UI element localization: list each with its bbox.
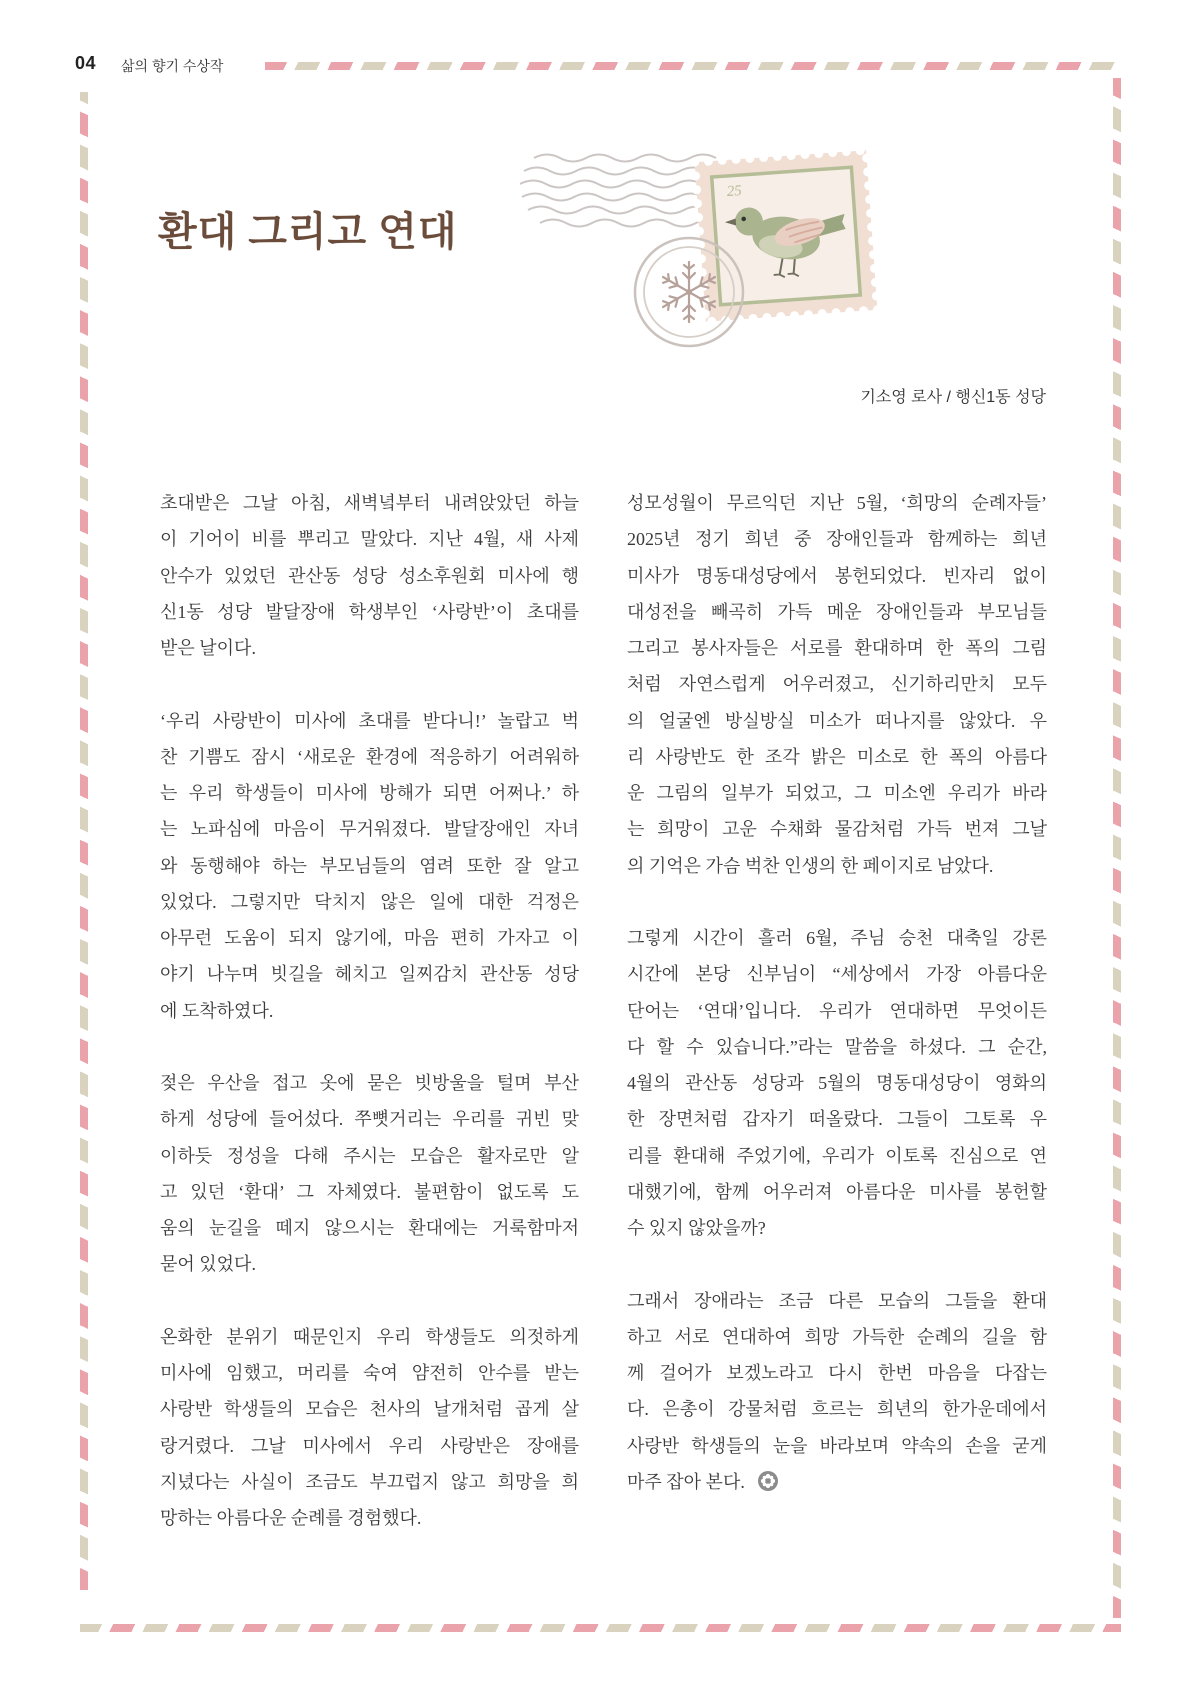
text-line: 는 희망이 고운 수채화 물감처럼 가득 번져 그날 bbox=[627, 819, 1047, 840]
text-line: 찬 기쁨도 잠시 ‘새로운 환경에 적응하기 어려워하 bbox=[160, 746, 579, 767]
text-line: 있었다. 그렇지만 닥치지 않은 일에 대한 걱정은 bbox=[160, 891, 579, 912]
text-line: 사랑반 학생들의 눈을 바라보며 약속의 손을 굳게 bbox=[627, 1435, 1047, 1456]
airmail-border-right bbox=[1113, 78, 1121, 1618]
text-line: 묻어 있었다. bbox=[160, 1254, 256, 1275]
text-line: 에 도착하였다. bbox=[160, 1000, 274, 1021]
text-line: 이하듯 정성을 다해 주시는 모습은 활자로만 알 bbox=[160, 1145, 579, 1166]
text-line: 이 기어이 비를 뿌리고 말았다. 지난 4월, 새 사제 bbox=[160, 529, 579, 550]
text-line: 한 장면처럼 갑자기 떠올랐다. 그들이 그토록 우 bbox=[627, 1109, 1047, 1130]
text-line: 의 얼굴엔 방실방실 미소가 떠나지를 않았다. 우 bbox=[627, 710, 1047, 731]
text-line: 그리고 봉사자들은 서로를 환대하며 한 폭의 그림 bbox=[627, 638, 1047, 658]
text-line: 신1동 성당 발달장애 학생부인 ‘사랑반’이 초대를 bbox=[160, 601, 579, 622]
text-line: 운 그림의 일부가 되었고, 그 미소엔 우리가 바라 bbox=[627, 783, 1047, 803]
text-line: 야기 나누며 빗길을 헤치고 일찌감치 관산동 성당 bbox=[160, 964, 579, 985]
text-column-left bbox=[160, 485, 579, 1536]
text-line: 온화한 분위기 때문인지 우리 학생들도 의젓하게 bbox=[160, 1326, 579, 1347]
text-line: 시간에 본당 신부님이 “세상에서 가장 아름다운 bbox=[627, 964, 1047, 985]
text-line: 의 기억은 가슴 벅찬 인생의 한 페이지로 남았다. bbox=[627, 855, 994, 876]
airmail-border-left bbox=[80, 92, 88, 1590]
text-line: 4월의 관산동 성당과 5월의 명동대성당이 영화의 bbox=[627, 1073, 1047, 1093]
text-line: 단어는 ‘연대’입니다. 우리가 연대하면 무엇이든 bbox=[627, 1000, 1047, 1021]
text-line: 그렇게 시간이 흘러 6월, 주님 승천 대축일 강론 bbox=[627, 928, 1047, 948]
text-line: 2025년 정기 희년 중 장애인들과 함께하는 희년 bbox=[627, 529, 1047, 550]
text-line: 받은 날이다. bbox=[160, 638, 256, 658]
postage-stamp bbox=[695, 150, 878, 322]
paragraph bbox=[627, 920, 1047, 1246]
paragraph bbox=[160, 1319, 579, 1537]
paragraph bbox=[627, 485, 1047, 884]
paragraph bbox=[160, 485, 579, 666]
text-line: 하게 성당에 들어섰다. 쭈뼛거리는 우리를 귀빈 맞 bbox=[160, 1109, 579, 1130]
text-line: 사랑반 학생들의 모습은 천사의 날개처럼 곱게 살 bbox=[160, 1399, 579, 1420]
airmail-border-top bbox=[265, 62, 1121, 70]
text-line: 미사에 임했고, 머리를 숙여 얌전히 안수를 받는 bbox=[160, 1363, 579, 1383]
paragraph bbox=[160, 1065, 579, 1283]
text-line: 처럼 자연스럽게 어우러졌고, 신기하리만치 모두 bbox=[627, 674, 1047, 695]
section-label: 삶의 향기 수상작 bbox=[121, 58, 224, 74]
text-line: ‘우리 사랑반이 미사에 초대를 받다니!’ 놀랍고 벅 bbox=[160, 710, 579, 731]
text-line: 리를 환대해 주었기에, 우리가 이토록 진심으로 연 bbox=[627, 1145, 1047, 1166]
stamp-value: 25 bbox=[726, 182, 743, 201]
text-line: 안수가 있었던 관산동 성당 성소후원회 미사에 행 bbox=[160, 565, 579, 586]
text-line: 께 걸어가 보겠노라고 다시 한번 마음을 다잡는 bbox=[627, 1363, 1047, 1383]
flower-circle-icon bbox=[757, 1470, 779, 1492]
text-line: 미사가 명동대성당에서 봉헌되었다. 빈자리 없이 bbox=[627, 565, 1047, 586]
text-line: 하고 서로 연대하여 희망 가득한 순례의 길을 함 bbox=[627, 1326, 1047, 1347]
author-byline: 기소영 로사 / 행신1동 성당 bbox=[860, 389, 1046, 406]
text-line: 대했기에, 함께 어우러져 아름다운 미사를 봉헌할 bbox=[627, 1181, 1047, 1202]
text-line: 그래서 장애라는 조금 다른 모습의 그들을 환대 bbox=[627, 1290, 1047, 1311]
page-number: 04 bbox=[75, 53, 97, 73]
text-line: 다. 은총이 강물처럼 흐르는 희년의 한가운데에서 bbox=[627, 1399, 1047, 1420]
paragraph bbox=[627, 1283, 1047, 1501]
text-line: 다 할 수 있습니다.”라는 말씀을 하셨다. 그 순간, bbox=[627, 1036, 1047, 1057]
text-line: 수 있지 않았을까? bbox=[627, 1218, 766, 1238]
text-line: 성모성월이 무르익던 지난 5월, ‘희망의 순례자들’ bbox=[627, 493, 1047, 513]
text-line: 대성전을 빼곡히 가득 메운 장애인들과 부모님들 bbox=[627, 601, 1047, 622]
text-line: 와 동행해야 하는 부모님들의 염려 또한 잘 알고 bbox=[160, 855, 579, 876]
text-column-right bbox=[627, 485, 1047, 1500]
stamp-illustration bbox=[520, 136, 890, 361]
text-line: 젖은 우산을 접고 옷에 묻은 빗방울을 털며 부산 bbox=[160, 1073, 579, 1093]
text-line: 초대받은 그날 아침, 새벽녘부터 내려앉았던 하늘 bbox=[160, 493, 579, 513]
paragraph bbox=[160, 703, 579, 1029]
text-line: 지녔다는 사실이 조금도 부끄럽지 않고 희망을 희 bbox=[160, 1471, 579, 1492]
text-line: 는 노파심에 마음이 무거워졌다. 발달장애인 자녀 bbox=[160, 819, 579, 840]
text-line: 리 사랑반도 한 조각 밝은 미소로 한 폭의 아름다 bbox=[627, 746, 1047, 767]
text-line: 마주 잡아 본다. bbox=[627, 1464, 1047, 1500]
text-line: 고 있던 ‘환대’ 그 자체였다. 불편함이 없도록 도 bbox=[160, 1181, 579, 1202]
text-line: 랑거렸다. 그날 미사에서 우리 사랑반은 장애를 bbox=[160, 1435, 579, 1456]
text-line: 망하는 아름다운 순례를 경험했다. bbox=[160, 1508, 422, 1528]
airmail-border-bottom bbox=[80, 1624, 1121, 1632]
text-line: 움의 눈길을 떼지 않으시는 환대에는 거룩함마저 bbox=[160, 1218, 579, 1238]
text-line: 아무런 도움이 되지 않기에, 마음 편히 가자고 이 bbox=[160, 928, 579, 948]
text-line: 는 우리 학생들이 미사에 방해가 되면 어쩌나.’ 하 bbox=[160, 783, 579, 803]
article-title: 환대 그리고 연대 bbox=[158, 209, 458, 254]
